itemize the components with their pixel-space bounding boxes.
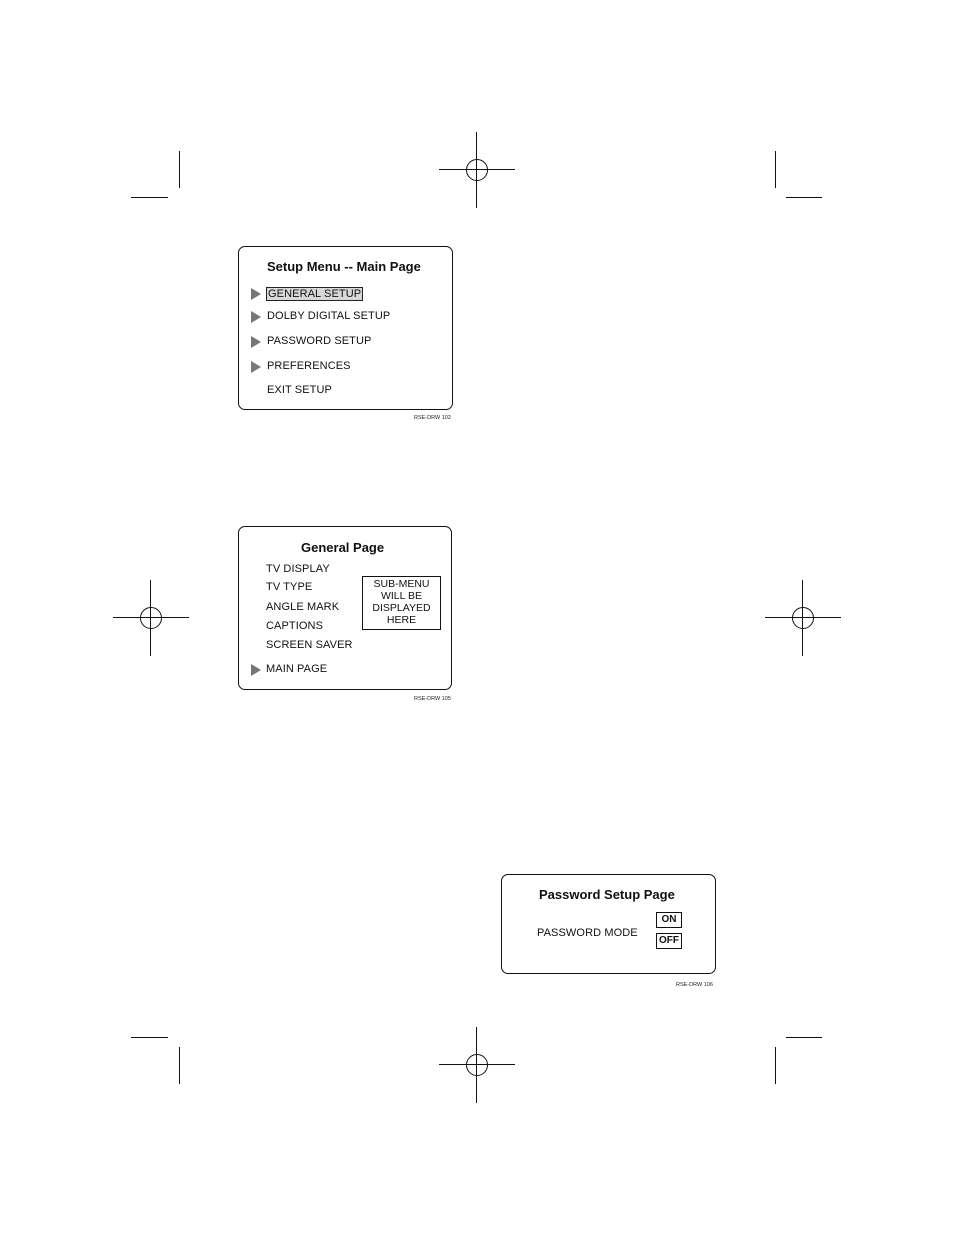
arrow-right-icon xyxy=(251,336,261,348)
password-mode-label: PASSWORD MODE xyxy=(537,927,638,939)
registration-target-left xyxy=(113,580,189,656)
crop-mark-bottom-right-v xyxy=(775,1047,776,1084)
crop-mark-bottom-left-v xyxy=(179,1047,180,1084)
crop-mark-top-left-h xyxy=(131,197,168,198)
menu-item-label: CAPTIONS xyxy=(266,620,324,632)
crop-mark-top-right-h xyxy=(786,197,822,198)
crop-mark-bottom-right-h xyxy=(786,1037,822,1038)
menu-item-tv-display[interactable] xyxy=(266,563,330,575)
password-setup-panel xyxy=(501,874,716,974)
menu-item-label: GENERAL SETUP xyxy=(268,288,362,300)
menu-item-label: TV TYPE xyxy=(266,581,313,593)
menu-item-screen-saver[interactable] xyxy=(266,639,353,651)
menu-item-label: MAIN PAGE xyxy=(266,663,328,675)
password-on-option[interactable]: ON xyxy=(656,912,682,928)
arrow-right-icon xyxy=(251,311,261,323)
menu-item-label: SCREEN SAVER xyxy=(266,639,353,651)
submenu-line: SUB-MENU xyxy=(373,578,430,590)
figure-code: RSE-DRW 102 xyxy=(414,415,451,421)
menu-item-label: DOLBY DIGITAL SETUP xyxy=(267,310,391,322)
submenu-placeholder xyxy=(362,576,441,630)
arrow-right-icon xyxy=(251,288,261,300)
panel-title: General Page xyxy=(301,540,385,555)
menu-item-label: TV DISPLAY xyxy=(266,563,330,575)
crop-mark-top-left-v xyxy=(179,151,180,188)
figure-code: RSE-DRW 106 xyxy=(676,982,713,988)
menu-item-captions[interactable] xyxy=(266,620,323,632)
menu-item-tv-type[interactable] xyxy=(266,581,312,593)
password-off-option[interactable]: OFF xyxy=(656,933,682,949)
registration-target-bottom xyxy=(439,1027,515,1103)
crop-mark-top-right-v xyxy=(775,151,776,188)
registration-target-right xyxy=(765,580,841,656)
menu-item-label: PASSWORD SETUP xyxy=(267,335,372,347)
figure-code: RSE-DRW 105 xyxy=(414,696,451,702)
crop-mark-bottom-left-h xyxy=(131,1037,168,1038)
panel-title: Password Setup Page xyxy=(539,887,675,902)
registration-target-top xyxy=(439,132,515,208)
submenu-line: DISPLAYED xyxy=(372,602,431,614)
menu-item-angle-mark[interactable] xyxy=(266,601,339,613)
arrow-right-icon xyxy=(251,664,261,676)
general-page-panel xyxy=(238,526,452,690)
setup-main-panel xyxy=(238,246,453,410)
panel-title: Setup Menu -- Main Page xyxy=(267,259,421,274)
menu-item-label: EXIT SETUP xyxy=(267,384,332,396)
submenu-line: WILL BE xyxy=(380,590,423,602)
menu-item-label: ANGLE MARK xyxy=(266,601,340,613)
menu-item-label: PREFERENCES xyxy=(267,360,351,372)
submenu-line: HERE xyxy=(386,614,417,626)
arrow-right-icon xyxy=(251,361,261,373)
